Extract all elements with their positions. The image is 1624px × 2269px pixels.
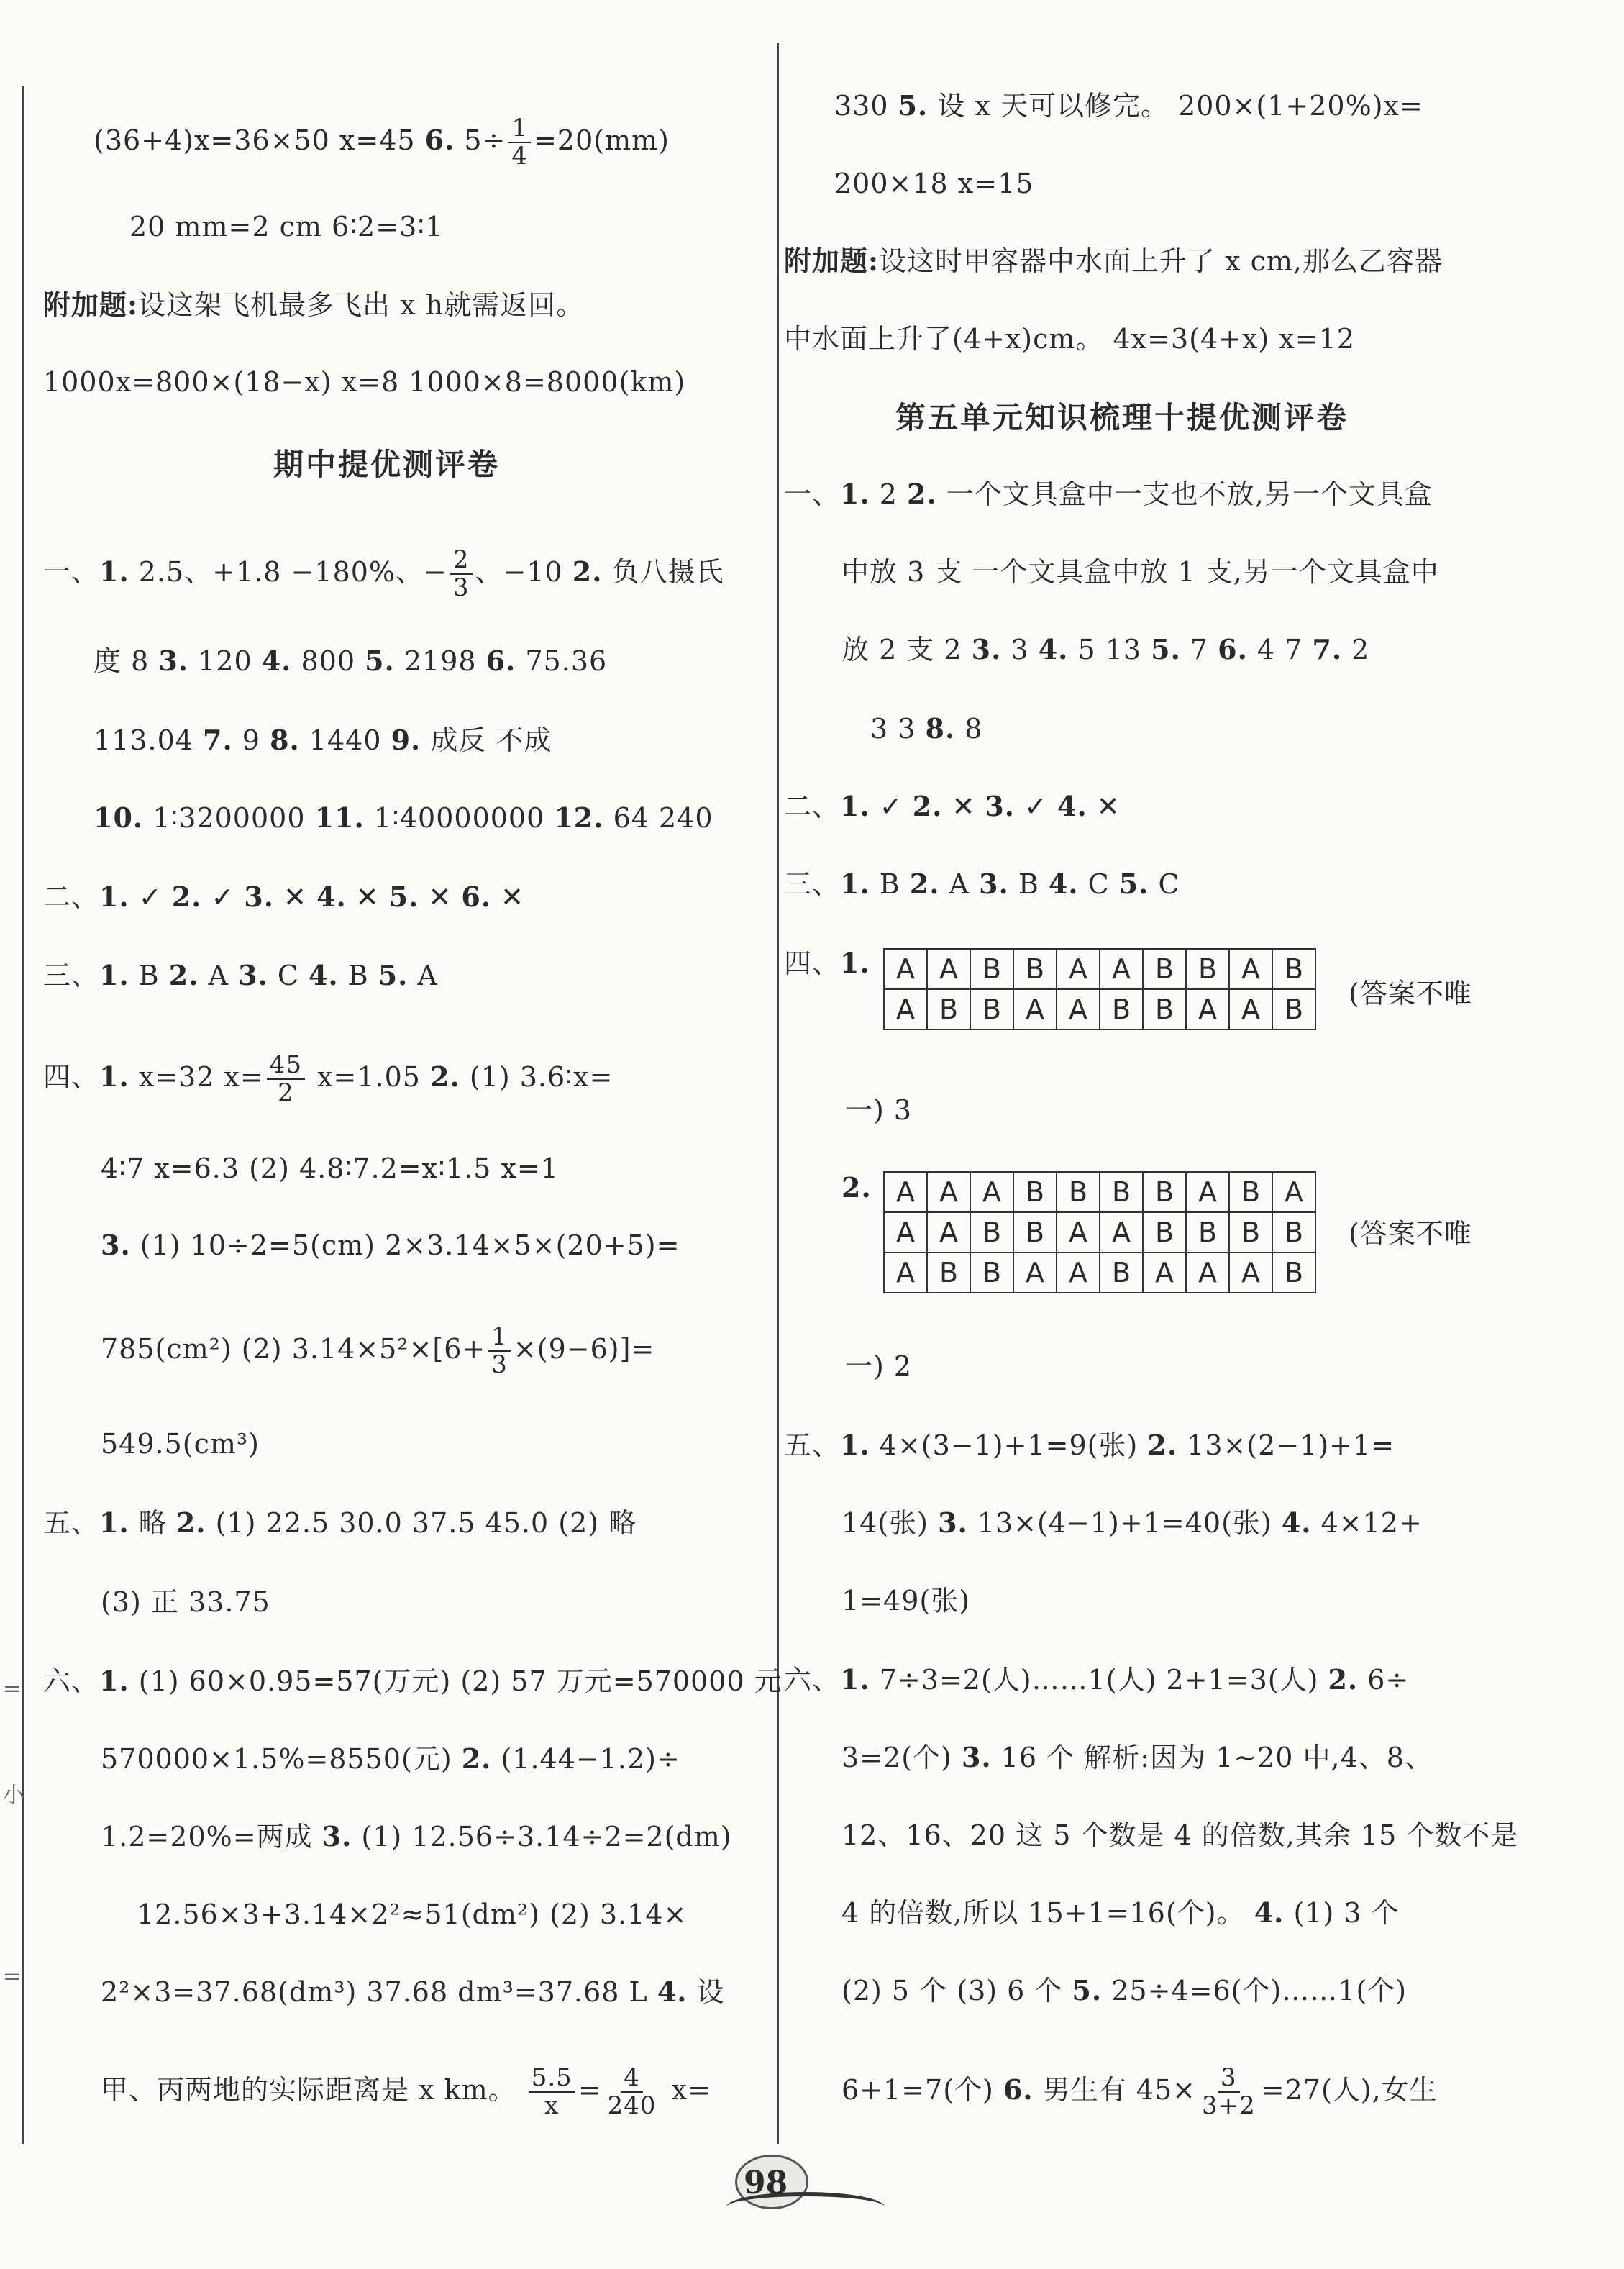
fraction: $\frac{5.5}{x}$: [529, 2065, 575, 2120]
grid-cell: B: [1229, 1212, 1272, 1252]
grid-cell: B: [1057, 1172, 1100, 1212]
answer-line: (3) 正 33.75: [101, 1586, 270, 1618]
edge-mark: =: [3, 1964, 22, 1989]
answer-line: 14(张) 3. 13×(4−1)+1=40(张) 4. 4×12+: [841, 1506, 1423, 1539]
grid-cell: A: [927, 1212, 970, 1252]
grid-row: [884, 949, 1315, 989]
grid-cell: A: [884, 1172, 927, 1212]
answer-note: (答案不唯: [1349, 978, 1472, 1009]
answer-line: 785(cm²) (2) 3.14×5²×[6+ $\frac{1}{3}$ ×(9−6)]=: [101, 1322, 655, 1380]
answer-line: 12.56×3+3.14×2²≈51(dm²) (2) 3.14×: [137, 1899, 688, 1930]
grid-cell: B: [970, 1252, 1013, 1293]
edge-mark: 小: [3, 1783, 24, 1808]
answer-line: 10. 1∶3200000 11. 1∶40000000 12. 64 240: [93, 801, 713, 834]
fraction: $\frac{1}{4}$: [508, 115, 531, 170]
answer-line: 549.5(cm³): [101, 1428, 260, 1460]
grid-cell: B: [1272, 1212, 1315, 1252]
answer-line: 甲、丙两地的实际距离是 x km。 $\frac{5.5}{x}$ = $\frac{4}{240}$ x=: [101, 2063, 711, 2121]
grid-cell: B: [970, 989, 1013, 1029]
answer-line: 三、1. B 2. A 3. C 4. B 5. A: [43, 959, 438, 991]
grid-cell: A: [1057, 949, 1100, 989]
grid-cell: B: [1100, 1172, 1143, 1212]
answer-line: 570000×1.5%=8550(元) 2. (1.44−1.2)÷: [101, 1742, 680, 1775]
grid-cell: B: [1100, 989, 1143, 1029]
arrangement-grid-1: [883, 948, 1316, 1030]
answer-line: 一、1. 2.5、+1.8 −180%、− $\frac{2}{3}$ 、−10 2. 负八摄氏: [43, 545, 724, 603]
section-title: 期中提优测评卷: [273, 447, 501, 482]
grid-row: [884, 1172, 1315, 1212]
question-label: 2.: [841, 1171, 872, 1204]
grid-cell: B: [970, 949, 1013, 989]
answer-line: 放 2 支 2 3. 3 4. 5 13 5. 7 6. 4 7 7. 2: [841, 633, 1370, 665]
grid-cell: A: [927, 949, 970, 989]
answer-line: 一) 3: [845, 1094, 913, 1126]
fraction: $\frac{4}{240}$: [607, 2063, 657, 2121]
page-number: 98: [744, 2165, 788, 2201]
grid-cell: A: [1229, 949, 1272, 989]
grid-cell: A: [884, 1212, 927, 1252]
grid-cell: A: [1143, 1252, 1186, 1293]
grid-cell: B: [1272, 949, 1315, 989]
answer-line: 度 8 3. 120 4. 800 5. 2198 6. 75.36: [93, 645, 608, 677]
grid-cell: A: [884, 949, 927, 989]
answer-line: 中水面上升了(4+x)cm。 4x=3(4+x) x=12: [784, 323, 1355, 355]
grid-cell: B: [1013, 1172, 1057, 1212]
grid-cell: B: [970, 1212, 1013, 1252]
answer-line: 六、1. (1) 60×0.95=57(万元) (2) 57 万元=570000 元: [43, 1665, 783, 1697]
grid-cell: B: [1013, 949, 1057, 989]
answer-line: 附加题:设这时甲容器中水面上升了 x cm,那么乙容器: [784, 245, 1443, 277]
grid-row: [884, 989, 1315, 1029]
grid-cell: A: [1272, 1172, 1315, 1212]
answer-line: 二、1. ✓ 2. ✕ 3. ✓ 4. ✕: [784, 790, 1121, 822]
grid-cell: A: [1186, 989, 1229, 1029]
answer-line: 一、1. 2 2. 一个文具盒中一支也不放,另一个文具盒: [784, 478, 1433, 510]
grid-cell: A: [1057, 1252, 1100, 1293]
page-number-badge: [726, 2155, 827, 2212]
left-margin-rule: [22, 86, 24, 2144]
fraction: $\frac{1}{3}$: [488, 1324, 511, 1379]
answer-line: 五、1. 4×(3−1)+1=9(张) 2. 13×(2−1)+1=: [784, 1429, 1395, 1461]
grid-cell: A: [1100, 949, 1143, 989]
grid-cell: A: [1229, 1252, 1272, 1293]
answer-line: 六、1. 7÷3=2(人)……1(人) 2+1=3(人) 2. 6÷: [784, 1663, 1410, 1696]
grid-cell: A: [1229, 989, 1272, 1029]
grid-cell: A: [884, 989, 927, 1029]
answer-line: 200×18 x=15: [834, 168, 1034, 199]
answer-line: (2) 5 个 (3) 6 个 5. 25÷4=6(个)……1(个): [841, 1974, 1408, 2006]
grid-cell: A: [1100, 1212, 1143, 1252]
answer-line: 五、1. 略 2. (1) 22.5 30.0 37.5 45.0 (2) 略: [43, 1506, 637, 1539]
answer-note: (答案不唯: [1349, 1218, 1472, 1250]
answer-line: 4 的倍数,所以 15+1=16(个)。 4. (1) 3 个: [841, 1896, 1400, 1929]
answer-line: 1.2=20%=两成 3. (1) 12.56÷3.14÷2=2(dm): [101, 1820, 732, 1852]
answer-line: 2²×3=37.68(dm³) 37.68 dm³=37.68 L 4. 设: [101, 1975, 725, 2008]
grid-cell: B: [1272, 1252, 1315, 1293]
fraction: $\frac{3}{3+2}$: [1201, 2063, 1256, 2121]
answer-line: 一) 2: [845, 1350, 913, 1382]
grid-cell: A: [1057, 989, 1100, 1029]
column-divider: [777, 43, 779, 2144]
grid-cell: B: [1143, 989, 1186, 1029]
grid-cell: B: [927, 1252, 970, 1293]
grid-cell: B: [1229, 1172, 1272, 1212]
answer-line: 1000x=800×(18−x) x=8 1000×8=8000(km): [43, 366, 686, 398]
fraction: $\frac{2}{3}$: [450, 547, 473, 602]
answer-line: 330 5. 设 x 天可以修完。 200×(1+20%)x=: [834, 89, 1423, 122]
answer-line: 1=49(张): [841, 1585, 971, 1617]
grid-cell: A: [970, 1172, 1013, 1212]
grid-cell: A: [884, 1252, 927, 1293]
grid-cell: A: [1013, 1252, 1057, 1293]
answer-line: 3. (1) 10÷2=5(cm) 2×3.14×5×(20+5)=: [101, 1229, 680, 1261]
grid-row: [884, 1212, 1315, 1252]
grid-cell: B: [1143, 1212, 1186, 1252]
answer-line: 二、1. ✓ 2. ✓ 3. ✕ 4. ✕ 5. ✕ 6. ✕: [43, 881, 524, 913]
answer-line: 附加题:设这架飞机最多飞出 x h就需返回。: [43, 288, 585, 321]
grid-cell: B: [1143, 949, 1186, 989]
answer-line: 20 mm=2 cm 6∶2=3∶1: [129, 211, 444, 242]
answer-line: 3=2(个) 3. 16 个 解析:因为 1~20 中,4、8、: [841, 1741, 1433, 1773]
answer-line: 中放 3 支 一个文具盒中放 1 支,另一个文具盒中: [841, 556, 1439, 588]
grid-cell: A: [927, 1172, 970, 1212]
grid-row: [884, 1252, 1315, 1293]
question-label: 四、1.: [784, 947, 870, 979]
section-title: 第五单元知识梳理十提优测评卷: [895, 400, 1349, 435]
grid-cell: B: [1272, 989, 1315, 1029]
answer-line: 12、16、20 这 5 个数是 4 的倍数,其余 15 个数不是: [841, 1819, 1519, 1851]
answer-line: 3 3 8. 8: [870, 712, 983, 745]
answer-line: 4∶7 x=6.3 (2) 4.8∶7.2=x∶1.5 x=1: [101, 1152, 559, 1184]
grid-cell: A: [1013, 989, 1057, 1029]
edge-mark: =: [3, 1676, 22, 1701]
arrangement-grid-2: [883, 1171, 1316, 1293]
answer-line: 6+1=7(个) 6. 男生有 45× $\frac{3}{3+2}$ =27(人),女生: [841, 2063, 1438, 2121]
grid-cell: B: [1186, 1212, 1229, 1252]
grid-cell: A: [1186, 1252, 1229, 1293]
grid-cell: B: [1143, 1172, 1186, 1212]
grid-cell: A: [1186, 1172, 1229, 1212]
answer-line: 四、1. x=32 x= $\frac{45}{2}$ x=1.05 2. (1) 3.6∶x=: [43, 1050, 613, 1108]
grid-cell: B: [1186, 949, 1229, 989]
answer-line: 三、1. B 2. A 3. B 4. C 5. C: [784, 868, 1180, 900]
answer-line: 113.04 7. 9 8. 1440 9. 成反 不成: [93, 724, 552, 756]
grid-cell: A: [1057, 1212, 1100, 1252]
fraction: $\frac{45}{2}$: [267, 1052, 305, 1107]
grid-cell: B: [1013, 1212, 1057, 1252]
grid-cell: B: [927, 989, 970, 1029]
grid-cell: B: [1100, 1252, 1143, 1293]
answer-line: (36+4)x=36×50 x=45 6. 5÷ $\frac{1}{4}$ =20(mm): [93, 114, 670, 171]
